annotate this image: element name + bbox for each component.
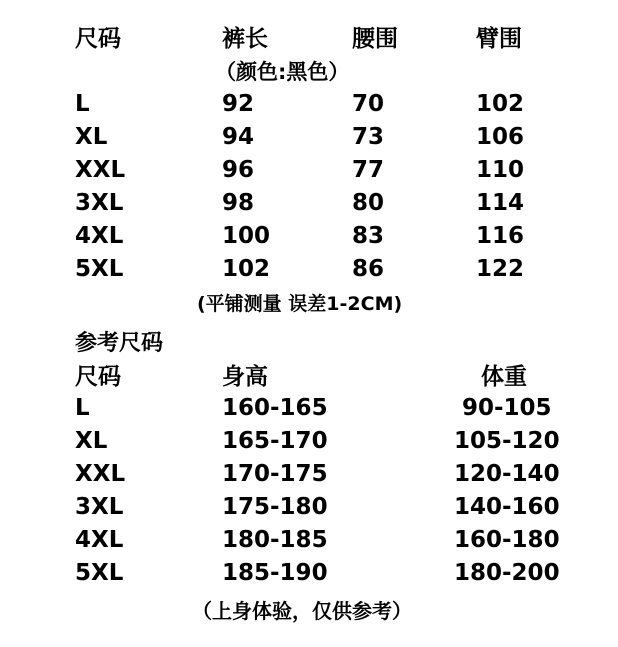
measure-note: (平铺测量 误差1-2CM) [197,293,403,315]
reference-note: （上身体验，仅供参考） [192,599,412,623]
height-cell: 160-165 [222,395,328,421]
height-cell: 170-175 [222,461,328,487]
waist-cell: 77 [352,157,385,183]
length-cell: 100 [222,223,271,249]
weight-cell: 90-105 [462,395,552,421]
height-cell: 175-180 [222,494,328,520]
length-cell: 94 [222,124,255,150]
length-cell: 92 [222,91,255,117]
size-cell: XXL [75,157,126,183]
length-cell: 98 [222,190,255,216]
arm-cell: 102 [476,91,525,117]
size-cell: 3XL [75,190,124,216]
header-height: 身高 [222,364,268,390]
length-cell: 96 [222,157,255,183]
waist-cell: 73 [352,124,385,150]
waist-cell: 83 [352,223,385,249]
weight-cell: 120-140 [454,461,560,487]
header-arm: 臂围 [476,26,522,52]
size-cell: L [75,91,90,117]
weight-cell: 160-180 [454,527,560,553]
size-cell: 5XL [75,560,124,586]
header-pants-length: 裤长 [222,26,268,52]
weight-cell: 105-120 [454,428,560,454]
arm-cell: 114 [476,190,525,216]
size-cell: 5XL [75,256,124,282]
reference-title: 参考尺码 [75,331,164,356]
size-cell: XXL [75,461,126,487]
size-cell: L [75,395,90,421]
height-cell: 185-190 [222,560,328,586]
color-note: （颜色:黑色） [215,60,350,84]
waist-cell: 70 [352,91,385,117]
waist-cell: 80 [352,190,385,216]
size-cell: 4XL [75,223,124,249]
header-size: 尺码 [75,26,121,52]
arm-cell: 110 [476,157,525,183]
header-waist: 腰围 [352,26,398,52]
height-cell: 180-185 [222,527,328,553]
size-cell: XL [75,124,108,150]
weight-cell: 180-200 [454,560,560,586]
size-cell: XL [75,428,108,454]
weight-cell: 140-160 [454,494,560,520]
arm-cell: 122 [476,256,525,282]
size-cell: 4XL [75,527,124,553]
arm-cell: 106 [476,124,525,150]
header-weight: 体重 [481,364,527,390]
waist-cell: 86 [352,256,385,282]
size-cell: 3XL [75,494,124,520]
arm-cell: 116 [476,223,525,249]
height-cell: 165-170 [222,428,328,454]
header-size: 尺码 [75,364,121,390]
length-cell: 102 [222,256,271,282]
